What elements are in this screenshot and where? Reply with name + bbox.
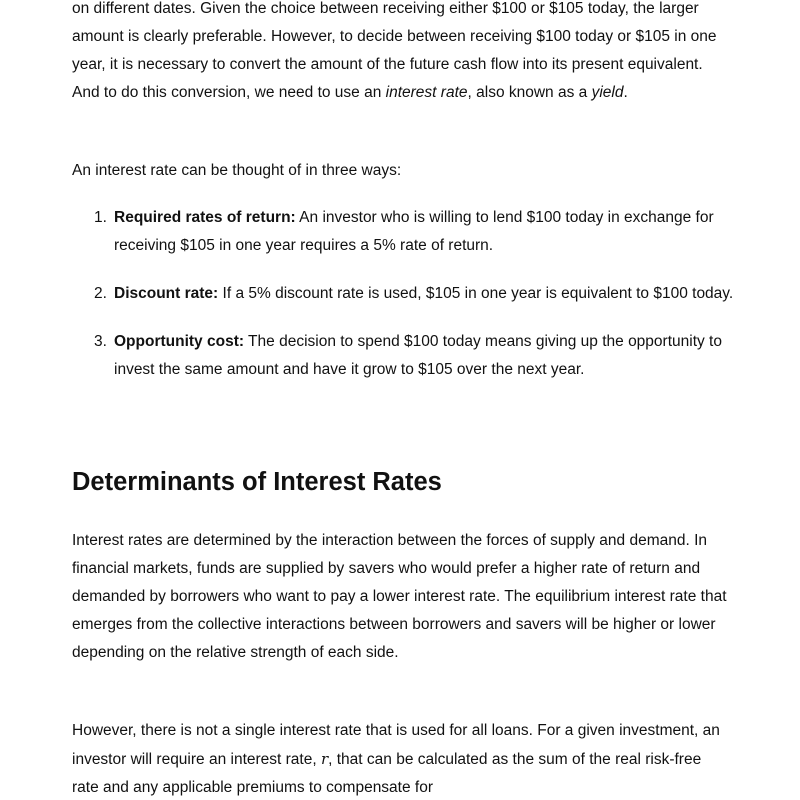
final-text-2: , that can be calculated as the sum of the real risk-free rate and any applicable premiums to compensate for xyxy=(72,751,702,796)
list-item-text: The decision to spend $100 today means giving up the opportunity to invest the same amount and have it grow to $105 over the next year. xyxy=(114,333,722,378)
interest-rate-ways-list xyxy=(72,204,744,384)
list-item-text: An investor who is willing to lend $100 today in exchange for receiving $105 in one year requires a 5% rate of return. xyxy=(114,209,714,254)
rate-symbol: r xyxy=(320,750,329,768)
final-text-1: However, there is not a single interest rate that is used for all loans. For a given investment, an investor will require an interest rate, xyxy=(72,722,720,768)
section-heading: Determinants of Interest Rates xyxy=(72,468,442,496)
list-item-number: 1. xyxy=(94,209,107,226)
list-item-number: 2. xyxy=(94,285,107,302)
intro-text-3: . xyxy=(623,84,628,101)
list-item-term: Discount rate: xyxy=(114,285,219,302)
lead-in-paragraph: An interest rate can be thought of in three ways: xyxy=(72,162,402,179)
term-interest-rate: interest rate xyxy=(385,84,468,101)
list-item-text: If a 5% discount rate is used, $105 in one year is equivalent to $100 today. xyxy=(218,285,734,302)
intro-text-2: , also known as a xyxy=(467,84,592,101)
list-item xyxy=(72,328,744,384)
list-item-term: Required rates of return: xyxy=(114,209,296,226)
term-yield: yield xyxy=(591,84,624,101)
list-item-term: Opportunity cost: xyxy=(114,333,245,350)
list-item-number: 3. xyxy=(94,333,107,350)
intro-paragraph xyxy=(72,0,732,107)
final-paragraph xyxy=(72,717,732,800)
list-item xyxy=(72,280,744,308)
list-item xyxy=(72,204,744,260)
intro-text-1: on different dates. Given the choice between receiving either $100 or $105 today, the larger amount is clearly preferable. However, to decide between receiving $100 today or $105 in one year, it is necessary to convert the amount of the future cash flow into its present equivalent. And to do this conversion, we need to use an xyxy=(72,0,717,101)
determinants-paragraph: Interest rates are determined by the interaction between the forces of supply and demand. In financial markets, funds are supplied by savers who would prefer a higher rate of return and demanded by borrowers who want to pay a lower interest rate. The equilibrium interest rate that emerges from the collective interactions between borrowers and savers will be higher or lower depending on the relative strength of each side. xyxy=(72,532,727,661)
